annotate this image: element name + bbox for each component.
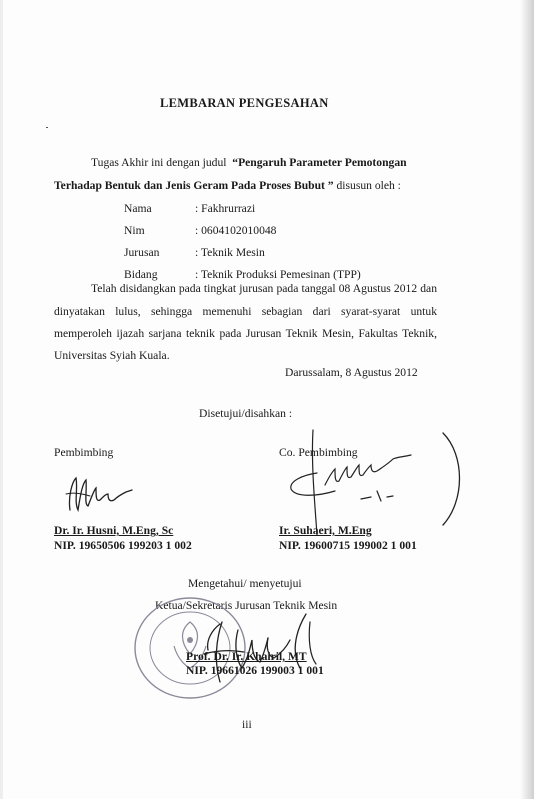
field-label-nama: Nama (124, 202, 152, 215)
thesis-title-part-2: Terhadap Bentuk dan Jenis Geram Pada Proses Bubut ” (54, 179, 334, 192)
intro-suffix: disusun oleh : (333, 179, 401, 192)
head-nip: NIP. 19661026 199003 1 001 (186, 664, 324, 677)
field-value-nama: : Fakhrurrazi (195, 202, 256, 215)
paragraph-line-4: Universitas Syiah Kuala. (54, 349, 170, 362)
paragraph-line-3: memperoleh ijazah sarjana teknik pada Jurusan Teknik Mesin, Fakultas Teknik, (54, 327, 437, 340)
head-name: Prof. Dr. Ir. Khairil, MT (186, 650, 307, 663)
page-edge-shadow (520, 0, 534, 799)
field-label-bidang: Bidang (124, 268, 158, 281)
supervisor-role: Pembimbing (54, 446, 114, 459)
co-supervisor-role: Co. Pembimbing (279, 446, 358, 459)
co-supervisor-signature (283, 425, 473, 535)
supervisor-name: Dr. Ir. Husni, M.Eng, Sc (54, 524, 174, 537)
field-value-bidang: : Teknik Produksi Pemesinan (TPP) (195, 268, 361, 281)
supervisor-nip: NIP. 19650506 199203 1 002 (54, 539, 192, 552)
field-value-jurusan: : Teknik Mesin (195, 246, 265, 259)
intro-text: Tugas Akhir ini dengan judul (91, 156, 227, 169)
supervisor-signature (60, 472, 150, 517)
place-date: Darussalam, 8 Agustus 2012 (285, 366, 418, 379)
intro-line-2 (54, 179, 401, 192)
co-supervisor-nip: NIP. 19600715 199002 1 001 (279, 539, 417, 552)
page-title: LEMBARAN PENGESAHAN (160, 96, 329, 110)
acknowledged-label: Mengetahui/ menyetujui (188, 577, 302, 590)
field-value-nim: : 0604102010048 (195, 224, 277, 237)
field-label-nim: Nim (124, 224, 145, 237)
intro-line-1 (91, 156, 407, 169)
co-supervisor-name: Ir. Suhaeri, M.Eng (279, 524, 372, 537)
scan-speck (46, 127, 48, 128)
page-edge-left (0, 0, 3, 799)
paragraph-line-1: Telah disidangkan pada tingkat jurusan pada tanggal 08 Agustus 2012 dan (91, 282, 437, 295)
acknowledged-position: Ketua/Sekretaris Jurusan Teknik Mesin (155, 599, 338, 612)
thesis-title-part-1: “Pengaruh Parameter Pemotongan (232, 156, 407, 169)
field-label-jurusan: Jurusan (124, 246, 160, 259)
page-number: iii (242, 718, 252, 731)
approval-heading: Disetujui/disahkan : (199, 407, 293, 420)
paragraph-line-2: dinyatakan lulus, sehingga memenuhi sebagian dari syarat-syarat untuk (54, 305, 437, 318)
